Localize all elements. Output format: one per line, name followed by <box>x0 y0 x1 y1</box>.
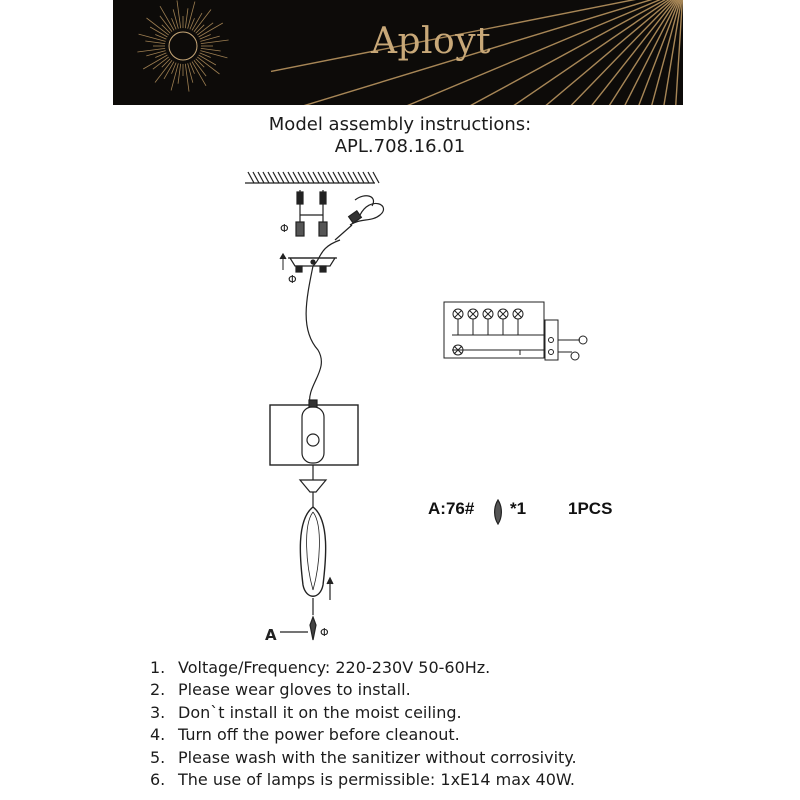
instruction-item: 3. Don`t install it on the moist ceiling. <box>150 702 462 722</box>
part-multiplier: *1 <box>510 499 527 518</box>
ceiling-mark-label: Φ <box>280 222 289 235</box>
instruction-item: 4. Turn off the power before cleanout. <box>150 725 460 745</box>
instructions-list <box>150 657 577 791</box>
instruction-item: 2. Please wear gloves to install. <box>150 680 411 700</box>
part-quantity: 1PCS <box>568 499 613 518</box>
svg-text:Φ: Φ <box>288 273 297 286</box>
lamp-shade <box>270 400 358 480</box>
part-a-label: A <box>265 626 277 644</box>
instruction-item: 1. Voltage/Frequency: 220-230V 50-60Hz. <box>150 658 491 677</box>
suspension-cable <box>306 240 340 405</box>
page-title: Model assembly instructions: <box>268 114 532 135</box>
wire-connector <box>335 196 383 240</box>
svg-text:Φ: Φ <box>320 626 329 639</box>
brand-logo: Aployt <box>371 21 492 62</box>
part-code: A:76# <box>428 499 475 518</box>
mounting-screws <box>296 190 327 236</box>
wiring-diagram <box>444 302 587 360</box>
instruction-item: 5. Please wash with the sanitizer without corrosivity. <box>150 747 577 767</box>
crystal-drop-icon <box>495 500 502 524</box>
crystal-pendant <box>300 480 333 640</box>
model-number: APL.708.16.01 <box>334 136 466 157</box>
ceiling-hatch <box>245 172 379 183</box>
instruction-item: 6. The use of lamps is permissible: 1xE14 max 40W. <box>150 770 575 790</box>
ceiling-canopy <box>280 254 337 272</box>
